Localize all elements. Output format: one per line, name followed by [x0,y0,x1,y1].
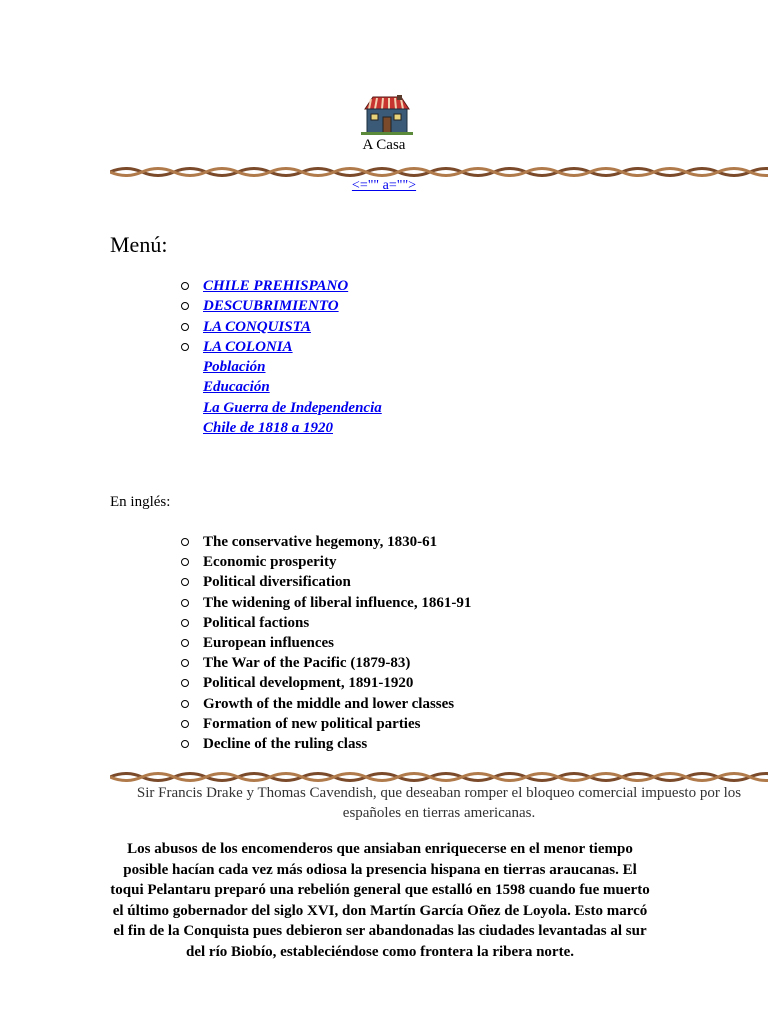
circle-bullet-icon [181,302,189,310]
rope-divider [110,770,768,784]
circle-bullet-icon [181,720,189,728]
menu-item [203,296,603,316]
english-topic-text: Decline of the ruling class [203,735,368,752]
english-topic-text: Growth of the middle and lower classes [203,695,455,712]
circle-bullet-icon [181,599,189,607]
english-topic-text: Political diversification [203,574,351,591]
english-topic-text: The widening of liberal influence, 1861-91 [203,594,472,611]
circle-bullet-icon [181,282,189,290]
back-link-container [0,178,768,194]
house-icon [361,95,413,135]
menu-link-chile-prehispano[interactable]: CHILE PREHISPANO [203,278,349,294]
english-topic-item [203,734,623,754]
circle-bullet-icon [181,700,189,708]
submenu-link-guerra-independencia[interactable]: La Guerra de Independencia [203,399,382,416]
submenu-link-poblacion[interactable]: Población [203,359,266,375]
submenu-list [203,357,603,438]
english-topic-text: The War of the Pacific (1879-83) [203,655,411,672]
english-topic-item [203,633,623,653]
english-section-label: En inglés: [110,494,171,510]
body-paragraph: Los abusos de los encomenderos que ansiaban enriquecerse en el menor tiempo posible hacían cada vez más odiosa la presencia hispana en tierras araucanas. El toqui Pelantaru preparó una rebelión general que estalló en 1598 cuando fue muerto el último gobernador del siglo XVI, don Martín García Oñez de Loyola. Esto marcó el fin de la Conquista pues debieron ser abandonadas las ciudades levantadas al sur del río Biobío, estableciéndose como frontera la ribera norte. [110,841,650,960]
menu-item [203,337,603,357]
submenu-item [203,418,603,438]
back-link[interactable]: <="" a=""> [351,178,417,193]
menu-link-la-conquista[interactable]: LA CONQUISTA [203,318,311,335]
caption-text: Sir Francis Drake y Thomas Cavendish, que deseaban romper el bloqueo comercial impuesto por los españoles en tierras americanas. [136,785,742,821]
menu-item [203,317,603,337]
circle-bullet-icon [181,578,189,586]
english-topic-item [203,613,623,633]
menu-title: Menú: [110,232,168,257]
circle-bullet-icon [181,558,189,566]
menu-link-la-colonia[interactable]: LA COLONIA [203,338,293,355]
rope-divider [110,165,768,179]
english-topic-text: European influences [203,634,334,651]
circle-bullet-icon [181,740,189,748]
circle-bullet-icon [181,323,189,331]
circle-bullet-icon [181,659,189,667]
submenu-link-educacion[interactable]: Educación [203,379,270,396]
home-label: A Casa [362,137,406,153]
english-topic-text: Political development, 1891-1920 [203,675,414,692]
image-caption [110,783,768,823]
submenu-item [203,357,603,377]
english-topic-item [203,714,623,734]
menu-link-descubrimiento[interactable]: DESCUBRIMIENTO [203,298,339,315]
circle-bullet-icon [181,343,189,351]
english-topic-item [203,572,623,592]
menu-item [203,276,603,296]
submenu-item [203,377,603,397]
english-topic-text: The conservative hegemony, 1830-61 [203,534,438,550]
english-topic-item [203,532,623,552]
circle-bullet-icon [181,538,189,546]
english-topic-list [203,532,623,754]
english-topic-item [203,673,623,693]
home-link[interactable] [361,95,413,135]
menu-list [203,276,603,357]
english-topic-text: Economic prosperity [203,554,337,571]
circle-bullet-icon [181,619,189,627]
submenu-link-chile-1818-1920[interactable]: Chile de 1818 a 1920 [203,419,333,436]
english-topic-item [203,552,623,572]
english-topic-text: Formation of new political parties [203,715,421,732]
english-topic-item [203,593,623,613]
english-topic-text: Political factions [203,614,310,631]
english-topic-item [203,694,623,714]
circle-bullet-icon [181,639,189,647]
english-topic-item [203,653,623,673]
circle-bullet-icon [181,679,189,687]
submenu-item [203,398,603,418]
